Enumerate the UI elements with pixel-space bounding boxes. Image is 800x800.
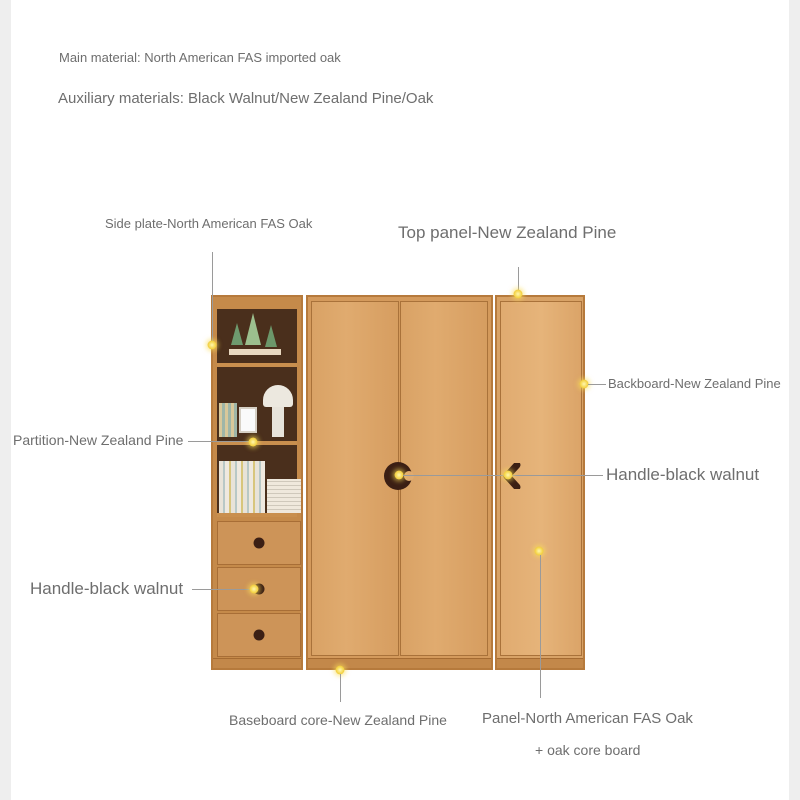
callout-panel: Panel-North American FAS Oak <box>482 710 693 727</box>
walnut-knob <box>254 630 265 641</box>
walnut-knob <box>254 538 265 549</box>
callout-baseboard-core: Baseboard core-New Zealand Pine <box>229 712 447 728</box>
callout-handle-right: Handle-black walnut <box>606 465 760 484</box>
callout-partition: Partition-New Zealand Pine <box>13 432 184 448</box>
leader-line <box>188 441 252 442</box>
callout-panel-sub: + oak core board <box>535 742 641 758</box>
decor-tree <box>245 313 261 345</box>
marker-dot <box>250 585 259 594</box>
book-stack <box>267 479 301 513</box>
leader-line <box>588 384 606 385</box>
leader-line <box>540 555 541 698</box>
left-margin-strip <box>0 0 11 800</box>
leader-line <box>212 252 213 344</box>
marker-dot <box>504 471 513 480</box>
photo-frame <box>239 407 257 433</box>
decor-book-base <box>229 349 281 355</box>
wardrobe-illustration <box>211 295 585 670</box>
plinth <box>213 658 301 668</box>
callout-backboard: Backboard-New Zealand Pine <box>608 376 781 391</box>
double-door-unit <box>306 295 493 670</box>
shelf-compartment-top <box>217 309 297 367</box>
shelf-compartment-bottom <box>217 445 297 517</box>
small-books <box>219 403 237 437</box>
marker-dot <box>249 438 258 447</box>
drawer-1 <box>217 521 301 565</box>
bookshelf-unit <box>211 295 303 670</box>
decor-tree <box>265 325 277 347</box>
marker-dot <box>208 341 217 350</box>
book-row <box>219 461 265 513</box>
marker-dot <box>535 547 544 556</box>
callout-handle-left: Handle-black walnut <box>30 579 184 598</box>
leader-line <box>192 589 252 590</box>
decor-tree <box>231 323 243 345</box>
auxiliary-materials-text: Auxiliary materials: Black Walnut/New Zealand Pine/Oak <box>58 90 434 107</box>
drawer-3 <box>217 613 301 657</box>
callout-side-plate: Side plate-North American FAS Oak <box>105 216 313 231</box>
callout-top-panel: Top panel-New Zealand Pine <box>398 223 617 242</box>
main-material-text: Main material: North American FAS imported oak <box>59 50 341 65</box>
leader-line <box>340 674 341 702</box>
right-margin-strip <box>789 0 800 800</box>
shelf-compartment-middle <box>217 367 297 445</box>
mushroom-lamp <box>263 385 293 437</box>
marker-dot <box>514 290 523 299</box>
